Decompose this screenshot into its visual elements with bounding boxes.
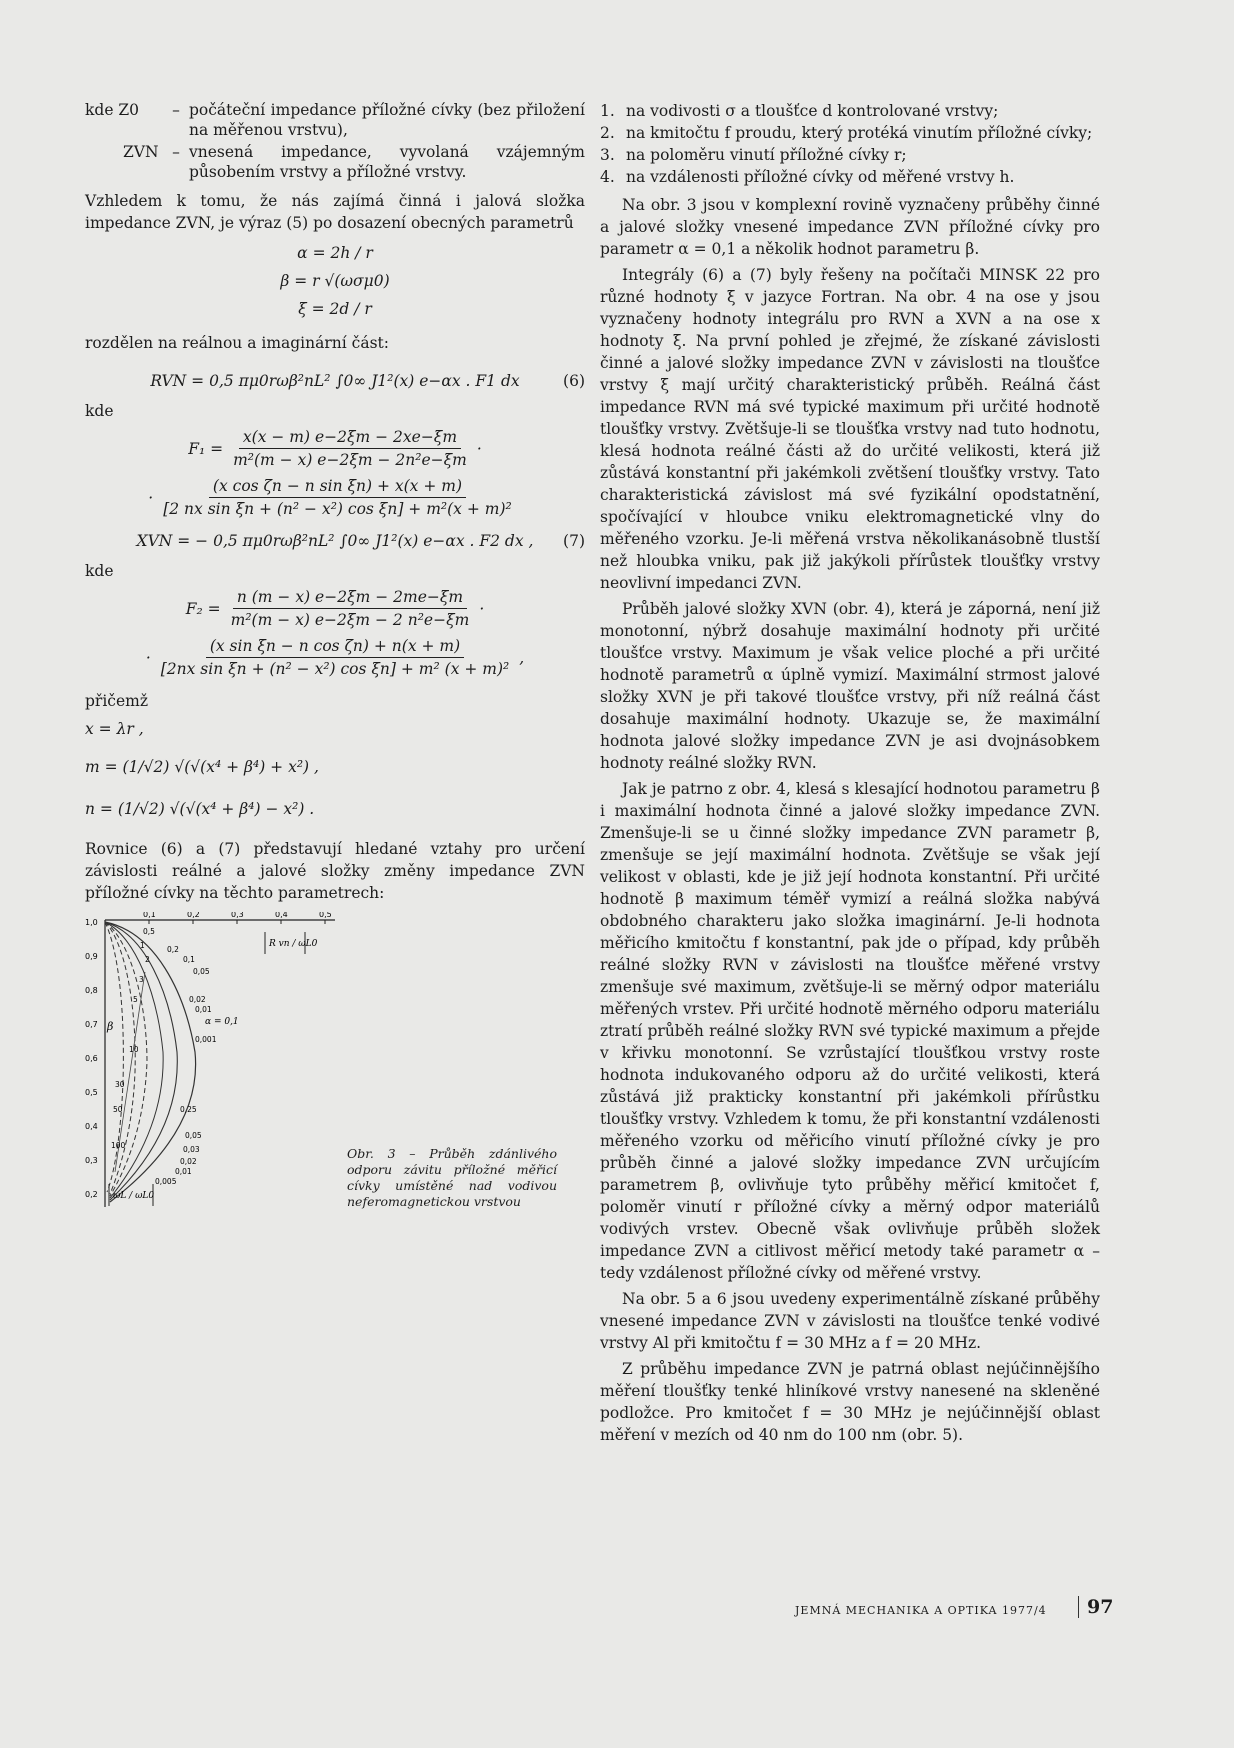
y-tick-label: 1,0 (85, 918, 98, 927)
x-label-box (265, 932, 318, 954)
f2-a-numerator: n (m − x) e−2ξm − 2me−ξm (233, 588, 467, 609)
curve-label: 0,01 (175, 1167, 192, 1176)
y-tick-label: 0,3 (85, 1156, 98, 1165)
equation-x: x = λr , (85, 720, 144, 738)
y-tick-label: 0,7 (85, 1020, 98, 1029)
curve-label: 0,01 (195, 1005, 212, 1014)
journal-footer: JEMNÁ MECHANIKA A OPTIKA 1977/4 (795, 1604, 1047, 1617)
paragraph: Z průběhu impedance ZVN je patrná oblast nejúčinnějšího měření tloušťky tenké hliníkové vrstvy nanesené na skleněné podložce. Pro kmitočet f = 30 MHz je nejúčinnější oblast měření v mezích od 40 nm do 100 nm (obr. 5). (600, 1360, 1100, 1444)
curve-label: 100 (111, 1141, 126, 1150)
list-item: 3. na poloměru vinutí příložné cívky r; (600, 146, 907, 164)
f1-a-denominator: m²(m − x) e−2ξm − 2n²e−ξm (233, 451, 467, 469)
conclusion-paragraph: Rovnice (6) a (7) představují hledané vztahy pro určení závislosti reálné a jalové složky změny impedance ZVN příložné cívky na těchto parametrech: (85, 840, 585, 902)
list-item: 1. na vodivosti σ a tloušťce d kontrolované vrstvy; (600, 102, 999, 120)
equation-f1-part2: · $\frac{\text{(x cos ζn − n sin ξn) + x(x + m)}}{\text{[2 nx sin ξn + (n² − x²) cos ξn] + m²(x + m)²}}$ (85, 477, 585, 518)
parameter-list (600, 100, 1100, 188)
curve-label: 2 (145, 955, 150, 964)
y-tick-label: 0,5 (85, 1088, 98, 1097)
definition-symbol: ZVN (123, 143, 159, 161)
kde-label: kde (85, 562, 114, 580)
definition-z0: kde Z0 – počáteční impedance příložné cívky (bez přiložení na měřenou vrstvu), (85, 101, 585, 139)
x-label: R vn / ωL0 (269, 939, 318, 949)
curve-label: 1 (140, 941, 145, 950)
curve-label: 50 (113, 1105, 123, 1114)
equation-n: n = (1/√2) √(√(x⁴ + β⁴) − x²) . (85, 800, 315, 818)
f1-b-denominator: [2 nx sin ξn + (n² − x²) cos ξn] + m²(x + m)² (163, 500, 512, 518)
kde-label: kde (85, 402, 114, 420)
equation-f2-part1: F₂ = $\frac{n (m - x) e-2\xi m - 2me-\xi m}{\text{m²(m − x) e−2ξm − 2 n²e−ξm}}$ · (185, 588, 485, 629)
equation-6-body: RVN = 0,5 πμ0rωβ²nL² ∫0∞ J1²(x) e−αx . F1 dx (150, 372, 520, 390)
curve-label: 0,03 (183, 1145, 200, 1154)
definition-zvn: ZVN – vnesená impedance, vyvolaná vzájemným působením vrstvy a příložné vrstvy. (85, 142, 585, 182)
curve-label: 0,1 (183, 955, 195, 964)
x-ticks (143, 912, 332, 924)
figure-3-plot (85, 912, 345, 1212)
equation-alpha: α = 2h / r (297, 244, 373, 262)
definitions (85, 100, 585, 182)
curve-label: 0,005 (155, 1177, 177, 1186)
f1-b-numerator: (x cos ζn − n sin ξn) + x(x + m) (209, 477, 466, 498)
equation-f2-part2: · $\frac{\text{(x sin ξn − n cos ζn) + n(x + m)}}{\text{[2nx sin ξn + (n² − x²) cos ξn] + m² (x + m)²}}$ , (145, 637, 525, 678)
f2-b-numerator: (x sin ξn − n cos ζn) + n(x + m) (206, 637, 464, 658)
f2-b-denominator: [2nx sin ξn + (n² − x²) cos ξn] + m² (x + m)² (160, 660, 510, 678)
page-number: 97 (1078, 1596, 1113, 1618)
right-column (600, 100, 1100, 1450)
curve (105, 922, 177, 1200)
y-tick-label: 0,8 (85, 986, 98, 995)
f2-a-denominator: m²(m − x) e−2ξm − 2 n²e−ξm (230, 611, 470, 629)
curve (105, 922, 163, 1198)
curve-label: 0,05 (193, 967, 210, 976)
curve-label: 0,05 (185, 1131, 202, 1140)
beta-label: β (107, 1020, 114, 1033)
list-item: 2. na kmitočtu f proudu, který protéká vinutím příložné cívky; (600, 124, 1093, 142)
intro-paragraph: Vzhledem k tomu, že nás zajímá činná i jalová složka impedance ZVN, je výraz (5) po dosazení obecných parametrů (85, 192, 585, 232)
f1-a-numerator: x(x − m) e−2ξm − 2xe−ξm (239, 428, 461, 449)
y-tick-label: 0,6 (85, 1054, 98, 1063)
curve-label: 30 (115, 1080, 125, 1089)
alpha-label: α = 0,1 (205, 1017, 239, 1027)
split-paragraph: rozdělen na reálnou a imaginární část: (85, 334, 389, 352)
paragraph: Jak je patrno z obr. 4, klesá s klesající hodnotou parametru β i maximální hodnota činné a jalové složky impedance ZVN. Zmenšuje-li se u činné složky impedance ZVN parametr β, zmenšuje se její maximální hodnota. Zvětšuje se však její velikost v oblasti, kde je již její hodnota konstantní. Při určité hodnotě β maximum téměř vymizí a reálná složka nabývá obdobného charakteru jako složka imaginární. Je-li hodnota měřicího kmitočtu f konstantní, pak jde o případ, kdy průběh reálné složky RVN v závislosti na tloušťce měřené vrstvy zmenšuje své maximum, zvětšuje-li se měrný odpor materiálu měřených vrstev. Při určité hodnotě měrného odporu materiálu ztratí průběh reálné složky RVN své typické maximum a přejde v křivku monotonní. Se vzrůstající tloušťkou vrstvy roste hodnota indukovaného odporu až do určité velikosti, která zůstává již prakticky konstantní při jakémkoli přírůstku tloušťky vrstvy. Vzhledem k tomu, že při konstantní vzdálenosti měřeného vzorku od měřicího vinutí příložné cívky je pro průběh činné a jalové složky impedance ZVN určujícím parametrem β, ovlivňuje tyto průběhy měřicí kmitočet f, poloměr vinutí r příložné cívky a měrný odpor materiálů vodivých vrstev. Obecně však ovlivňuje průběh složek impedance ZVN a citlivost měřicí metody také parametr α – tedy vzdálenost příložné cívky od měřené vrstvy. (600, 780, 1100, 1282)
list-item: 4. na vzdálenosti příložné cívky od měřené vrstvy h. (600, 168, 1015, 186)
x-tick-label: 0,3 (231, 912, 244, 919)
x-tick-label: 0,4 (275, 912, 288, 919)
y-label: ωL / ωL0 (113, 1191, 155, 1201)
equation-f1-part1: F₁ = $\frac{x(x - m) e-2\xi m - 2xe-\xi m}{\text{m²(m − x) e−2ξm − 2n²e−ξm}}$ · (188, 428, 482, 469)
curve-label: 0,2 (167, 945, 179, 954)
curve-label: 10 (129, 1045, 139, 1054)
paragraph: Průběh jalové složky XVN (obr. 4), která je záporná, není již monotonní, nýbrž dosahuje maximální hodnoty při určité tloušťce vrstvy. Maximum je však velice ploché a při určité hodnotě parametrů α úplně vymizí. Maximální strmost jalové složky XVN je při takové tloušťce vrstvy, při níž reálná část dosahuje maximální hodnoty. Ukazuje se, že maximální hodnota jalové složky impedance ZVN je asi dvojnásobkem hodnoty reálné složky RVN. (600, 600, 1100, 772)
y-tick-label: 0,9 (85, 952, 98, 961)
equation-beta: β = r √(ωσμ0) (280, 272, 390, 290)
curve-dashed (105, 922, 147, 1196)
y-tick-label: 0,4 (85, 1122, 98, 1131)
y-tick-label: 0,2 (85, 1190, 98, 1199)
equation-7-number: (7) (563, 532, 585, 550)
curve-label: 0,5 (143, 927, 155, 936)
paragraph: Na obr. 5 a 6 jsou uvedeny experimentálně získané průběhy vnesené impedance ZVN v závislosti na tloušťce tenké vodivé vrstvy Al při kmitočtu f = 30 MHz a f = 20 MHz. (600, 1290, 1100, 1352)
x-tick-label: 0,5 (319, 912, 332, 919)
pricemz-label: přičemž (85, 692, 149, 710)
equation-xi: ξ = 2d / r (298, 300, 372, 318)
x-tick-label: 0,2 (187, 912, 200, 919)
figure-3 (85, 912, 585, 1222)
equation-m: m = (1/√2) √(√(x⁴ + β⁴) + x²) , (85, 758, 319, 776)
figure-3-caption: Obr. 3 – Průběh zdánlivého odporu závitu příložné měřicí cívky umístěné nad vodivou neferomagnetickou vrstvou (347, 1146, 557, 1209)
y-ticks (85, 918, 98, 1199)
paragraph: Integrály (6) a (7) byly řešeny na počítači MINSK 22 pro různé hodnoty ξ v jazyce Fortran. Na obr. 4 na ose y jsou vyznačeny hodnoty integrálu pro RVN a XVN a na ose x hodnoty ξ. Na první pohled je zřejmé, že získané závislosti činné a jalové složky impedance ZVN v závislosti na tloušťce vrstvy ξ mají určitý charakteristický průběh. Reálná část impedance RVN má své typické maximum při určité hodnotě tloušťky vrstvy. Zvětšuje-li se tloušťka vrstvy nad tuto hodnotu, klesá hodnota reálné části až do určité velikosti, která již zůstává konstantní při jakémkoli zvětšení tloušťky vrstvy. Tato charakteristická závislost má své fyzikální opodstatnění, spočívající v hloubce vniku elektromagnetické vlny do měřeného vzorku. Je-li měřená vrstva několikanásobně tlustší než hloubka vniku, pak již jakýkoli přírůstek tloušťky vrstvy neovlivní impedanci ZVN. (600, 266, 1100, 592)
definition-text: počáteční impedance příložné cívky (bez přiložení na měřenou vrstvu), (189, 101, 585, 139)
equation-7 (85, 532, 585, 550)
x-tick-label: 0,1 (143, 912, 156, 919)
left-column (85, 100, 585, 1222)
curve-label: 0,02 (189, 995, 206, 1004)
curve-label: 5 (133, 995, 138, 1004)
y-label-box (109, 1184, 154, 1206)
equation-6 (85, 372, 585, 390)
equation-7-body: XVN = − 0,5 πμ0rωβ²nL² ∫0∞ J1²(x) e−αx . F2 dx , (136, 532, 534, 550)
curve-label: 3 (139, 975, 144, 984)
paragraph: Na obr. 3 jsou v komplexní rovině vyznačeny průběhy činné a jalové složky vnesené impedance ZVN příložné cívky pro parametr α = 0,1 a několik hodnot parametru β. (600, 196, 1100, 258)
curve-dashed (105, 922, 123, 1192)
definition-symbol: kde Z0 (85, 101, 140, 119)
equation-6-number: (6) (563, 372, 585, 390)
definition-text: vnesená impedance, vyvolaná vzájemným působením vrstvy a příložné vrstvy. (189, 143, 585, 181)
curve-label: 0,25 (180, 1105, 197, 1114)
curve-label: 0,001 (195, 1035, 217, 1044)
curve-label: 0,02 (180, 1157, 197, 1166)
